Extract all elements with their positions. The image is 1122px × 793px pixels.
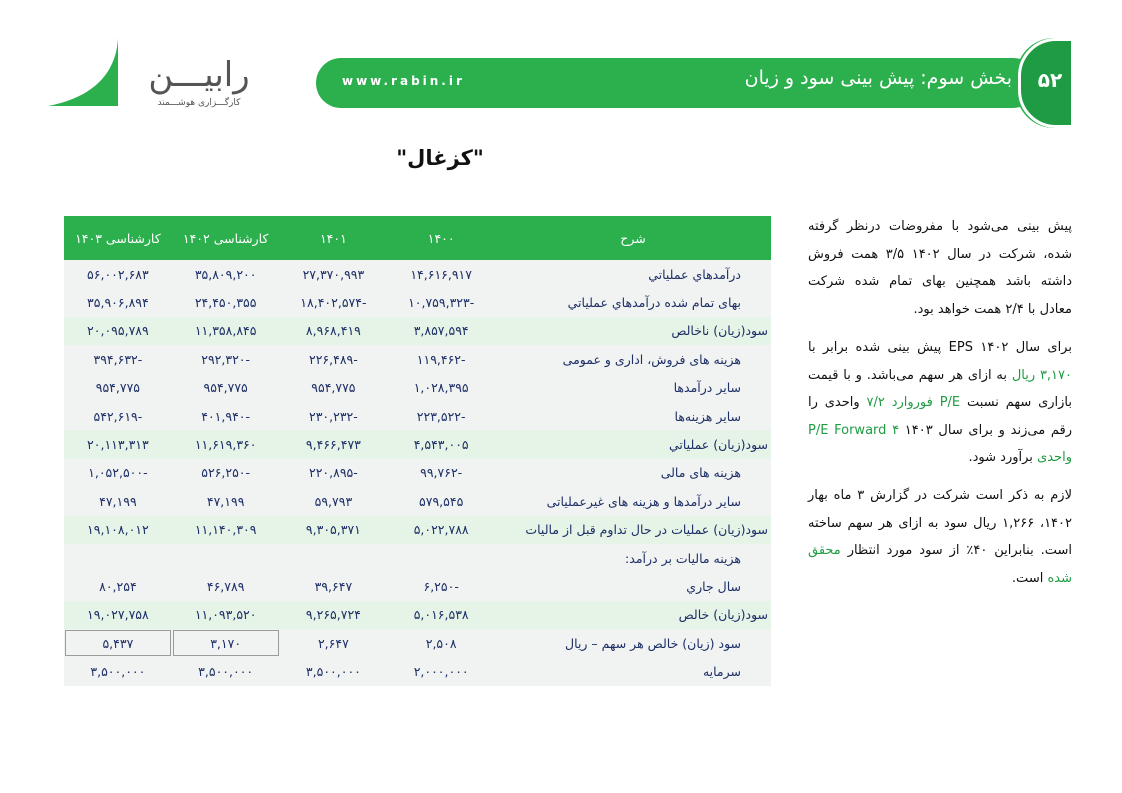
eps-highlight: ۳,۱۷۰ ریال bbox=[1011, 367, 1072, 383]
table-row: سرمایه ۲,۰۰۰,۰۰۰ ۳,۵۰۰,۰۰۰ ۳,۵۰۰,۰۰۰ ۳,۵۰۰,۰۰۰ bbox=[64, 657, 771, 685]
page-number: ۵۲ bbox=[1037, 68, 1063, 92]
table-row: درآمدهاي عملياتي ۱۴,۶۱۶,۹۱۷ ۲۷,۳۷۰,۹۹۳ ۳۵,۸۰۹,۲۰۰ ۵۶,۰۰۲,۶۸۳ bbox=[64, 260, 771, 288]
logo-swoosh-icon bbox=[40, 36, 130, 110]
table-row: سایر درآمدها ۱,۰۲۸,۳۹۵ ۹۵۴,۷۷۵ ۹۵۴,۷۷۵ ۹۵۴,۷۷۵ bbox=[64, 374, 771, 402]
income-statement-table bbox=[64, 216, 771, 686]
table-row-subtotal: سود(زيان) عمليات در حال تداوم قبل از ماليات ۵,۰۲۲,۷۸۸ ۹,۳۰۵,۳۷۱ ۱۱,۱۴۰,۳۰۹ ۱۹,۱۰۸,۰۱۲ bbox=[64, 516, 771, 544]
paragraph-realized-profit: لازم به ذکر است شرکت در گزارش ۳ ماه بهار ۱۴۰۲، ۱,۲۶۶ ریال سود به ازای هر سهم ساخته است. بنابراین ۴۰٪ از سود مورد انتظار محقق شده است. bbox=[808, 488, 1072, 586]
table-row: بهای تمام شده درآمدهاي عملياتي -۱۰,۷۵۹,۳۲۳ -۱۸,۴۰۲,۵۷۴ ۲۴,۴۵۰,۳۵۵ ۳۵,۹۰۶,۸۹۴ bbox=[64, 288, 771, 316]
eps-1403-cell: ۵,۴۳۷ bbox=[64, 629, 172, 657]
website-url[interactable]: www.rabin.ir bbox=[342, 74, 465, 88]
header-1402: کارشناسی ۱۴۰۲ bbox=[172, 216, 280, 260]
table-row-subtotal: سود(زيان) ناخالص ۳,۸۵۷,۵۹۴ ۸,۹۶۸,۴۱۹ ۱۱,۳۵۸,۸۴۵ ۲۰,۰۹۵,۷۸۹ bbox=[64, 317, 771, 345]
header-1400: ۱۴۰۰ bbox=[387, 216, 495, 260]
svg-text:رابیـــن: رابیـــن bbox=[148, 55, 250, 95]
table-row-subtotal: سود(زيان) خالص ۵,۰۱۶,۵۳۸ ۹,۲۶۵,۷۲۴ ۱۱,۰۹۳,۵۲۰ ۱۹,۰۲۷,۷۵۸ bbox=[64, 601, 771, 629]
section-title: بخش سوم: پیش بینی سود و زیان bbox=[744, 67, 1012, 89]
table-row-section-label: هزينه ماليات بر درآمد: bbox=[64, 544, 771, 572]
table-row: سال جاري -۶,۲۵۰ ۳۹,۶۴۷ ۴۶,۷۸۹ ۸۰,۲۵۴ bbox=[64, 572, 771, 600]
table-header-row bbox=[64, 216, 771, 260]
paragraph-eps-forecast: برای سال ۱۴۰۲ EPS پیش بینی شده برابر با ۳,۱۷۰ ریال به ازای هر سهم می‌باشد. و با قیمت بازاری سهم نسبت P/E فوروارد ۷/۲ واحدی را رقم می‌زند و برای سال ۱۴۰۳ P/E Forward ۴ واحدی برآورد شود. bbox=[808, 340, 1072, 465]
table-row: سایر هزینه‌ها -۲۲۳,۵۲۲ -۲۳۰,۲۳۲ -۴۰۱,۹۴۰ -۵۴۲,۶۱۹ bbox=[64, 402, 771, 430]
company-title: "کزغال" bbox=[396, 146, 484, 170]
table-row-subtotal: سود(زيان) عملياتي ۴,۵۴۳,۰۰۵ ۹,۴۶۶,۴۷۳ ۱۱,۶۱۹,۳۶۰ ۲۰,۱۱۳,۳۱۳ bbox=[64, 430, 771, 458]
realized-highlight: محقق شده bbox=[808, 543, 1072, 586]
header-1403: کارشناسی ۱۴۰۳ bbox=[64, 216, 172, 260]
pe-forward-1403-highlight: P/E Forward ۴ واحدی bbox=[808, 422, 1072, 465]
logo-wordmark bbox=[134, 52, 264, 96]
table-row: ساير درآمدها و هزینه های غیرعملیاتی ۵۷۹,۵۴۵ ۵۹,۷۹۳ ۴۷,۱۹۹ ۴۷,۱۹۹ bbox=[64, 487, 771, 515]
table-row-eps: سود (زیان) خالص هر سهم – ریال ۲,۵۰۸ ۲,۶۴۷ ۳,۱۷۰ ۵,۴۳۷ bbox=[64, 629, 771, 657]
table-row: هزینه های فروش، اداری و عمومی -۱۱۹,۴۶۲ -۲۲۶,۴۸۹ -۲۹۲,۳۲۰ -۳۹۴,۶۳۲ bbox=[64, 345, 771, 373]
logo-tagline: کارگـــزاری هوشـــمند bbox=[157, 98, 241, 108]
pe-forward-highlight: P/E فوروارد ۷/۲ bbox=[866, 395, 961, 410]
eps-1402-cell: ۳,۱۷۰ bbox=[172, 629, 280, 657]
header-desc: شرح bbox=[495, 216, 771, 260]
table-row: هزينه های مالی -۹۹,۷۶۲ -۲۲۰,۸۹۵ -۵۲۶,۲۵۰ -۱,۰۵۲,۵۰۰ bbox=[64, 459, 771, 487]
paragraph-sales-forecast: پیش بینی می‌شود با مفروضات درنظر گرفته شده، شرکت در سال ۱۴۰۲ ۳/۵ همت فروش داشته باشد همچنین بهای تمام شده شرکت معادل با ۲/۴ همت خواهد بود. bbox=[808, 219, 1072, 317]
header-1401: ۱۴۰۱ bbox=[280, 216, 388, 260]
